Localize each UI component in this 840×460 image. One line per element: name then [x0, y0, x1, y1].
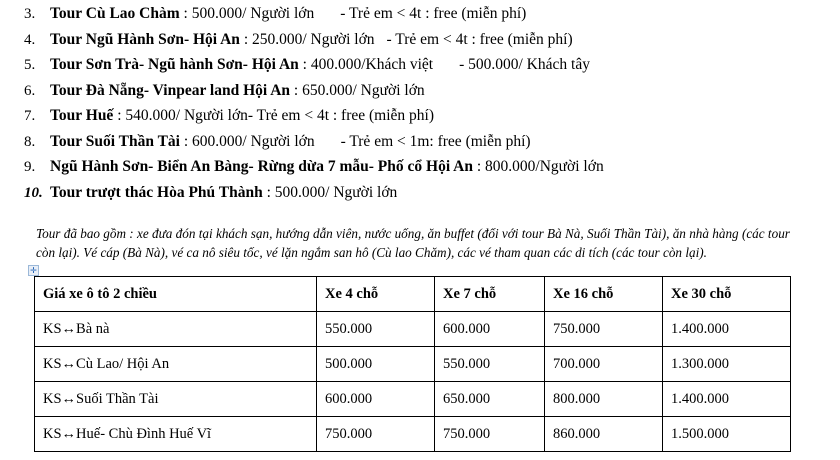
- table-cell: 1.400.000: [663, 382, 791, 417]
- tour-name: Tour Sơn Trà- Ngũ hành Sơn- Hội An: [50, 56, 299, 73]
- table-cell: 600.000: [317, 382, 435, 417]
- list-item-body: [50, 32, 840, 48]
- tour-extra: - Trẻ em < 4t : free (miễn phí): [386, 30, 573, 48]
- list-item-number: 7.: [24, 108, 36, 124]
- list-item-number: 4.: [24, 31, 36, 48]
- list-item-number: 5.: [24, 57, 36, 73]
- tour-separator: :: [179, 132, 193, 150]
- table-row: [35, 417, 791, 452]
- tour-separator: :: [262, 183, 275, 201]
- tour-name: Tour trượt thác Hòa Phú Thành: [50, 183, 263, 201]
- tour-separator: :: [179, 5, 192, 22]
- list-item-body: [50, 108, 840, 124]
- tour-price: 400.000/Khách việt: [310, 56, 434, 73]
- table-row: [35, 312, 791, 347]
- tour-name: Tour Suối Thần Tài: [50, 132, 180, 150]
- list-item-number: 6.: [24, 82, 36, 99]
- table-cell: KS↔Huế- Chù Đình Huế Vĩ: [35, 417, 317, 452]
- tour-extra: - 500.000/ Khách tây: [459, 56, 590, 73]
- table-cell: 650.000: [435, 382, 545, 417]
- price-table-wrapper: [30, 266, 790, 452]
- tour-separator: :: [113, 107, 126, 124]
- tour-price: 650.000/ Người lớn: [302, 81, 425, 99]
- table-cell: 500.000: [317, 347, 435, 382]
- tour-price: 600.000/ Người lớn: [192, 132, 315, 150]
- list-item-number: 10.: [24, 184, 43, 201]
- table-cell: 860.000: [545, 417, 663, 452]
- list-item: [0, 83, 840, 99]
- tour-name: Tour Cù Lao Chàm: [50, 5, 180, 22]
- table-cell: 550.000: [317, 312, 435, 347]
- tour-name: Tour Ngũ Hành Sơn- Hội An: [50, 30, 240, 48]
- table-cell: 750.000: [545, 312, 663, 347]
- table-row: [35, 347, 791, 382]
- list-item-number: 9.: [24, 159, 36, 175]
- list-item: [0, 134, 840, 150]
- table-cell: 1.300.000: [663, 347, 791, 382]
- list-item-number: 3.: [24, 6, 36, 22]
- tour-price: 540.000/ Người lớn- Trẻ em < 4t : free (miễn phí): [125, 107, 435, 124]
- tour-name: Ngũ Hành Sơn- Biển An Bàng- Rừng dừa 7 mẫu- Phố cổ Hội An: [50, 158, 473, 175]
- tour-price: 500.000/ Người lớn: [191, 5, 315, 22]
- tour-extra: - Trẻ em < 4t : free (miễn phí): [340, 5, 527, 22]
- table-header-cell: Xe 4 chỗ: [317, 277, 435, 312]
- tour-name: Tour Đà Nẵng- Vinpear land Hội An: [50, 81, 291, 99]
- list-item-body: [50, 6, 840, 22]
- list-item: [0, 185, 840, 201]
- table-row: [35, 382, 791, 417]
- table-header-cell: Xe 7 chỗ: [435, 277, 545, 312]
- list-item: [0, 32, 840, 48]
- table-header-row: [35, 277, 791, 312]
- tour-extra: - Trẻ em < 1m: free (miễn phí): [340, 132, 531, 150]
- table-header-cell: Xe 16 chỗ: [545, 277, 663, 312]
- list-item-body: [50, 57, 840, 73]
- table-cell: 1.400.000: [663, 312, 791, 347]
- car-price-table: [34, 276, 791, 452]
- tour-price-list: [0, 0, 840, 201]
- table-cell: KS↔Cù Lao/ Hội An: [35, 347, 317, 382]
- table-cell: 800.000: [545, 382, 663, 417]
- table-cell: 1.500.000: [663, 417, 791, 452]
- tour-name: Tour Huế: [50, 107, 114, 124]
- list-item: [0, 6, 840, 22]
- table-cell: KS↔Suối Thần Tài: [35, 382, 317, 417]
- list-item: [0, 159, 840, 175]
- table-cell: 550.000: [435, 347, 545, 382]
- tour-price: 250.000/ Người lớn: [252, 30, 375, 48]
- table-move-handle-icon[interactable]: ✛: [28, 265, 39, 276]
- tour-separator: :: [290, 81, 303, 99]
- tour-separator: :: [298, 56, 311, 73]
- table-header-cell: Xe 30 chỗ: [663, 277, 791, 312]
- table-cell: KS↔Bà nà: [35, 312, 317, 347]
- list-item-body: [50, 83, 840, 99]
- list-item-body: [50, 159, 840, 175]
- list-item-body: [50, 134, 840, 150]
- inclusions-note: Tour đã bao gồm : xe đưa đón tại khách sạn, hướng dẫn viên, nước uống, ăn buffet (đối với tour Bà Nà, Suối Thần Tài), ăn nhà hàng (các tour còn lại). Vé cáp (Bà Nà), vé ca nô siêu tốc, vé lặn ngắm san hô (Cù lao Chăm), các vé tham quan các di tích (các tour còn lại).: [36, 226, 790, 261]
- table-cell: 750.000: [435, 417, 545, 452]
- list-item-body: [50, 185, 840, 201]
- list-item: [0, 57, 840, 73]
- tour-separator: :: [472, 158, 486, 175]
- tour-price: 800.000/Người lớn: [485, 158, 604, 175]
- table-header-cell: Giá xe ô tô 2 chiều: [35, 277, 317, 312]
- table-cell: 750.000: [317, 417, 435, 452]
- list-item-number: 8.: [24, 133, 36, 150]
- table-cell: 600.000: [435, 312, 545, 347]
- tour-price: 500.000/ Người lớn: [274, 183, 398, 201]
- list-item: [0, 108, 840, 124]
- tour-separator: :: [239, 30, 252, 48]
- table-cell: 700.000: [545, 347, 663, 382]
